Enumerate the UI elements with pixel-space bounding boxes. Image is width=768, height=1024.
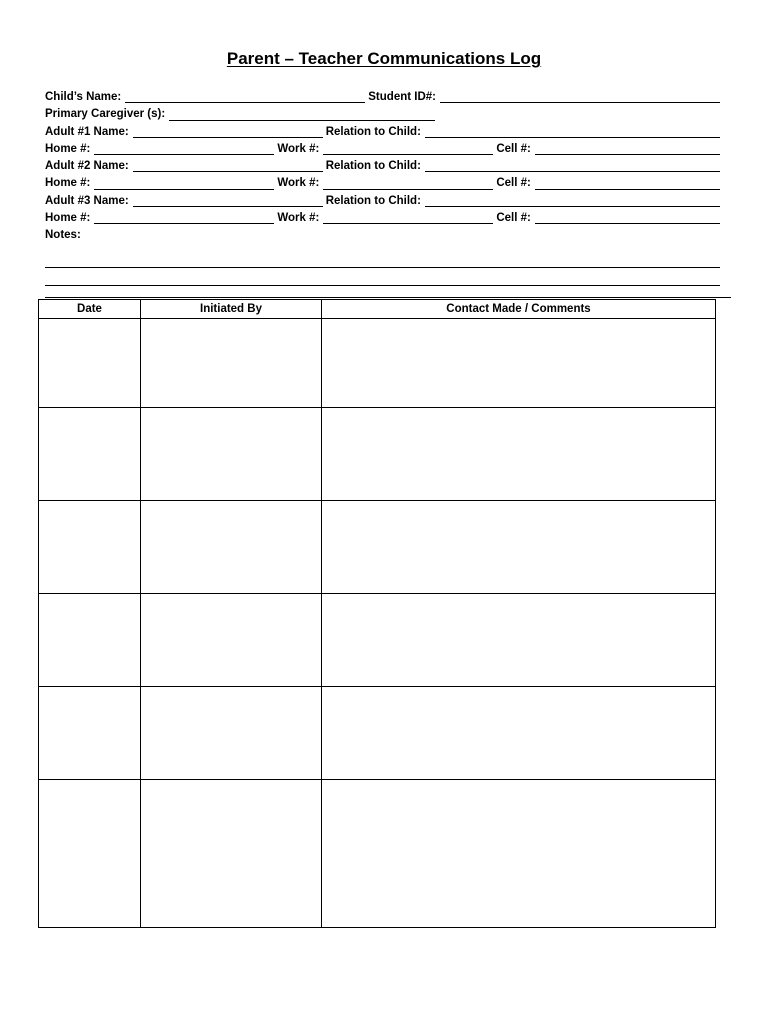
adult1-home-label: Home #: xyxy=(45,142,91,155)
adult3-relation-field[interactable] xyxy=(425,194,720,207)
initiated-by-cell[interactable] xyxy=(141,501,322,594)
date-cell[interactable] xyxy=(39,780,141,928)
adult3-relation-label: Relation to Child: xyxy=(325,194,421,207)
adult3-work-label: Work #: xyxy=(277,212,320,225)
adult3-cell-label: Cell #: xyxy=(496,212,531,225)
adult3-name-row xyxy=(45,193,720,210)
communications-log-table xyxy=(38,299,716,928)
adult1-home-field[interactable] xyxy=(94,142,274,155)
adult2-relation-label: Relation to Child: xyxy=(325,160,421,173)
date-cell[interactable] xyxy=(39,408,141,501)
notes-line-2[interactable] xyxy=(45,285,720,286)
adult2-phone-row xyxy=(45,175,720,192)
contact-comments-cell[interactable] xyxy=(322,501,716,594)
adult3-cell-field[interactable] xyxy=(535,211,720,224)
date-cell[interactable] xyxy=(39,319,141,408)
adult1-cell-field[interactable] xyxy=(535,142,720,155)
table-row xyxy=(39,687,716,780)
adult1-name-row xyxy=(45,124,720,141)
adult2-cell-field[interactable] xyxy=(535,177,720,190)
contact-comments-column-header: Contact Made / Comments xyxy=(322,300,716,319)
adult2-home-label: Home #: xyxy=(45,177,91,190)
adult3-phone-row xyxy=(45,210,720,227)
table-row xyxy=(39,408,716,501)
contact-comments-cell[interactable] xyxy=(322,780,716,928)
table-header-row xyxy=(39,300,716,319)
date-cell[interactable] xyxy=(39,594,141,687)
adult1-cell-label: Cell #: xyxy=(496,142,531,155)
adult2-cell-label: Cell #: xyxy=(496,177,531,190)
contact-info-section xyxy=(45,89,720,286)
adult1-name-field[interactable] xyxy=(133,125,323,138)
adult3-work-field[interactable] xyxy=(323,211,493,224)
initiated-by-cell[interactable] xyxy=(141,687,322,780)
adult3-name-field[interactable] xyxy=(133,194,323,207)
notes-row xyxy=(45,227,720,244)
notes-label: Notes: xyxy=(45,229,81,242)
adult1-relation-field[interactable] xyxy=(425,125,720,138)
table-row xyxy=(39,319,716,408)
childs-name-label: Child’s Name: xyxy=(45,91,122,103)
primary-caregiver-field[interactable] xyxy=(169,108,435,121)
adult2-home-field[interactable] xyxy=(94,177,274,190)
adult2-relation-field[interactable] xyxy=(425,159,720,172)
date-cell[interactable] xyxy=(39,687,141,780)
table-row xyxy=(39,594,716,687)
adult3-home-field[interactable] xyxy=(94,211,274,224)
adult1-work-label: Work #: xyxy=(277,142,320,155)
student-id-label: Student ID#: xyxy=(368,91,436,103)
date-cell[interactable] xyxy=(39,501,141,594)
form-title-text: Parent – Teacher Communications Log xyxy=(226,49,542,68)
initiated-by-column-header: Initiated By xyxy=(141,300,322,319)
form-title xyxy=(0,47,768,71)
student-id-field[interactable] xyxy=(440,90,720,103)
contact-comments-cell[interactable] xyxy=(322,687,716,780)
initiated-by-cell[interactable] xyxy=(141,594,322,687)
adult2-name-label: Adult #2 Name: xyxy=(45,160,129,173)
date-column-header: Date xyxy=(39,300,141,319)
table-row xyxy=(39,501,716,594)
childs-name-row xyxy=(45,89,720,106)
initiated-by-cell[interactable] xyxy=(141,780,322,928)
adult1-name-label: Adult #1 Name: xyxy=(45,125,129,138)
adult2-work-label: Work #: xyxy=(277,177,320,190)
section-divider xyxy=(45,297,731,298)
contact-comments-cell[interactable] xyxy=(322,594,716,687)
initiated-by-cell[interactable] xyxy=(141,408,322,501)
adult2-name-field[interactable] xyxy=(133,159,323,172)
adult2-name-row xyxy=(45,158,720,175)
adult1-work-field[interactable] xyxy=(323,142,493,155)
table-row xyxy=(39,780,716,928)
adult2-work-field[interactable] xyxy=(323,177,493,190)
adult3-name-label: Adult #3 Name: xyxy=(45,194,129,207)
initiated-by-cell[interactable] xyxy=(141,319,322,408)
primary-caregiver-label: Primary Caregiver (s): xyxy=(45,108,166,121)
contact-comments-cell[interactable] xyxy=(322,319,716,408)
contact-comments-cell[interactable] xyxy=(322,408,716,501)
childs-name-field[interactable] xyxy=(125,90,365,103)
adult1-relation-label: Relation to Child: xyxy=(325,125,421,138)
adult1-phone-row xyxy=(45,141,720,158)
adult3-home-label: Home #: xyxy=(45,212,91,225)
primary-caregiver-row xyxy=(45,106,720,123)
